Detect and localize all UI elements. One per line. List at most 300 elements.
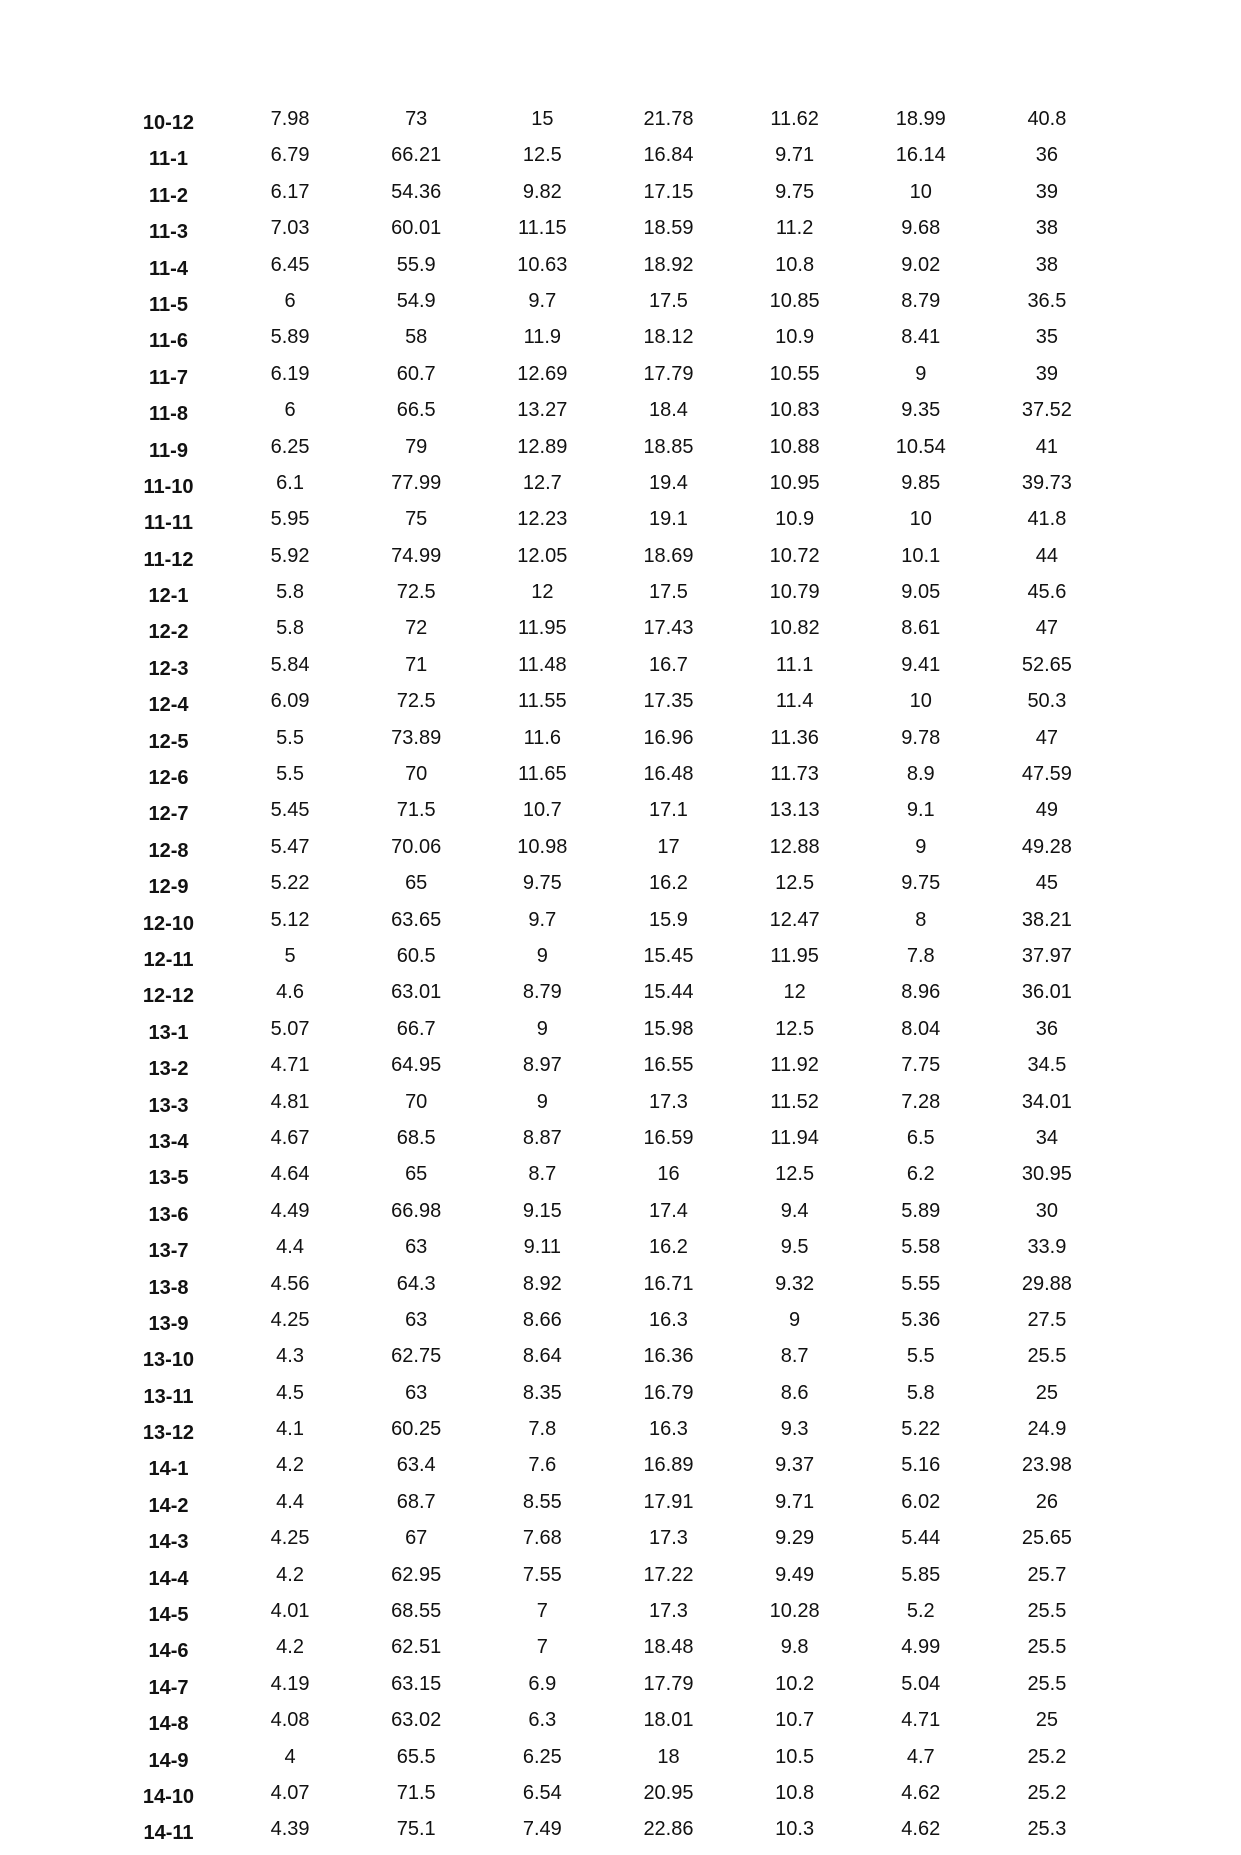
row-label: 14-8 [148, 1713, 189, 1736]
row-label: 11-12 [143, 548, 194, 571]
table-cell: 4.08 [270, 1709, 310, 1732]
table-cell: 35 [1035, 326, 1059, 349]
table-cell: 9.02 [901, 253, 941, 276]
table-row [110, 909, 1110, 945]
table-row [110, 1673, 1110, 1709]
table-cell: 18.4 [649, 399, 688, 422]
table-cell: 12.5 [522, 144, 562, 167]
table-cell: 18.12 [643, 326, 694, 349]
table-cell: 10.85 [769, 289, 820, 312]
table-cell: 20.95 [643, 1781, 694, 1804]
table-cell: 38.21 [1021, 908, 1072, 931]
row-label: 12-2 [148, 621, 189, 644]
table-cell: 10.28 [769, 1600, 820, 1623]
table-cell: 41.8 [1027, 508, 1067, 531]
table-cell: 18.48 [643, 1636, 694, 1659]
table-cell: 36.01 [1021, 981, 1072, 1004]
table-cell: 34.01 [1021, 1090, 1072, 1113]
row-label: 13-9 [148, 1312, 189, 1335]
table-cell: 17 [657, 835, 680, 858]
table-cell: 39.73 [1021, 471, 1072, 494]
table-cell: 12.23 [517, 508, 568, 531]
table-cell: 22.86 [643, 1818, 694, 1841]
table-cell: 71.5 [396, 1781, 436, 1804]
table-cell: 62.75 [391, 1345, 442, 1368]
table-cell: 5.47 [270, 835, 310, 858]
table-cell: 18.69 [643, 544, 694, 567]
table-cell: 66.21 [391, 144, 442, 167]
table-cell: 5.2 [906, 1600, 935, 1623]
table-cell: 10.82 [769, 617, 820, 640]
table-cell: 6.1 [276, 471, 304, 494]
row-label: 10-12 [142, 112, 195, 134]
table-cell: 10.79 [769, 581, 820, 604]
table-row [110, 1018, 1110, 1054]
table-row [110, 1746, 1110, 1782]
table-cell: 8.41 [901, 326, 941, 349]
table-cell: 5.85 [901, 1563, 941, 1586]
table-row [110, 654, 1110, 690]
table-cell: 4.2 [276, 1454, 304, 1477]
table-cell: 7.75 [901, 1054, 941, 1077]
table-cell: 16.84 [643, 144, 694, 167]
table-cell: 10.55 [769, 362, 820, 385]
table-cell: 10.9 [775, 508, 815, 531]
table-cell: 11.9 [523, 326, 562, 349]
table-cell: 58 [405, 326, 428, 349]
table-cell: 5.58 [901, 1236, 941, 1259]
table-cell: 8.66 [522, 1308, 562, 1331]
table-cell: 9.32 [775, 1272, 815, 1295]
table-cell: 10.7 [522, 799, 562, 822]
row-label: 13-10 [142, 1349, 195, 1372]
row-label: 13-2 [148, 1058, 189, 1081]
table-row [110, 727, 1110, 763]
table-cell: 25 [1035, 1381, 1059, 1404]
table-row [110, 1600, 1110, 1636]
table-row [110, 1418, 1110, 1454]
table-cell: 4.56 [270, 1272, 310, 1295]
table-cell: 4.25 [270, 1308, 310, 1331]
table-cell: 23.98 [1021, 1454, 1072, 1477]
table-cell: 12.7 [522, 471, 562, 494]
table-row [110, 472, 1110, 508]
table-row [110, 1818, 1110, 1854]
table-body [110, 108, 1110, 1855]
table-cell: 9.68 [901, 217, 941, 240]
table-cell: 75.1 [396, 1818, 436, 1841]
table-cell: 6.02 [901, 1490, 941, 1513]
table-cell: 6.9 [528, 1672, 557, 1695]
table-cell: 9.7 [528, 908, 557, 931]
table-row [110, 1636, 1110, 1672]
table-cell: 5 [284, 944, 296, 967]
table-cell: 73.89 [391, 726, 442, 749]
table-cell: 65.5 [396, 1745, 436, 1768]
table-row [110, 981, 1110, 1017]
table-cell: 18.99 [895, 108, 946, 130]
table-cell: 72.5 [396, 581, 436, 604]
table-cell: 18 [657, 1745, 680, 1768]
table-cell: 6.5 [906, 1126, 935, 1149]
table-cell: 64.3 [396, 1272, 436, 1295]
row-label: 11-11 [144, 512, 193, 535]
row-label: 13-11 [143, 1385, 194, 1408]
table-cell: 17.5 [649, 289, 688, 312]
table-row [110, 1236, 1110, 1272]
row-label: 12-5 [148, 730, 189, 753]
table-cell: 11.55 [518, 690, 567, 713]
table-cell: 5.16 [901, 1454, 941, 1477]
table-cell: 63.4 [396, 1454, 436, 1477]
table-cell: 9 [536, 1017, 548, 1040]
table-cell: 17.79 [643, 362, 694, 385]
table-cell: 4.64 [270, 1163, 310, 1186]
table-cell: 54.9 [396, 289, 436, 312]
table-cell: 66.7 [396, 1017, 436, 1040]
table-cell: 8.61 [901, 617, 941, 640]
table-cell: 16.79 [643, 1381, 694, 1404]
table-cell: 5.12 [270, 908, 310, 931]
table-cell: 4.71 [901, 1709, 941, 1732]
table-cell: 12.88 [769, 835, 820, 858]
table-cell: 5.8 [276, 581, 304, 604]
table-cell: 16.2 [649, 1236, 688, 1259]
table-cell: 11.73 [770, 763, 819, 786]
table-cell: 6.3 [528, 1709, 557, 1732]
table-row [110, 1454, 1110, 1490]
table-row [110, 326, 1110, 362]
table-cell: 39 [1035, 362, 1059, 385]
table-cell: 8 [915, 908, 927, 931]
table-cell: 5.89 [270, 326, 310, 349]
table-cell: 16.14 [895, 144, 946, 167]
table-cell: 8.35 [522, 1381, 562, 1404]
table-cell: 47 [1035, 726, 1059, 749]
table-cell: 8.79 [522, 981, 562, 1004]
row-label: 13-3 [148, 1094, 189, 1117]
table-cell: 25.5 [1027, 1345, 1067, 1368]
table-cell: 9.35 [901, 399, 941, 422]
table-cell: 17.43 [643, 617, 694, 640]
table-cell: 17.1 [649, 799, 688, 822]
table-cell: 71 [405, 653, 428, 676]
table-cell: 5.36 [901, 1308, 941, 1331]
table-cell: 10.5 [775, 1745, 815, 1768]
table-cell: 33.9 [1027, 1236, 1067, 1259]
table-cell: 5.5 [276, 763, 304, 786]
table-cell: 38 [1035, 253, 1059, 276]
table-cell: 11.62 [770, 108, 819, 130]
table-cell: 8.87 [522, 1126, 562, 1149]
table-cell: 73 [405, 108, 428, 130]
table-cell: 63.15 [391, 1672, 442, 1695]
table-cell: 8.7 [780, 1345, 809, 1368]
table-cell: 6 [284, 289, 296, 312]
table-cell: 17.3 [649, 1600, 688, 1623]
row-label: 11-10 [143, 475, 194, 498]
table-row [110, 1564, 1110, 1600]
table-cell: 10.7 [775, 1709, 815, 1732]
row-label: 13-1 [148, 1021, 189, 1044]
table-cell: 17.35 [643, 690, 694, 713]
table-cell: 5.22 [901, 1418, 941, 1441]
table-cell: 24.9 [1027, 1418, 1067, 1441]
table-cell: 10 [909, 508, 932, 531]
row-label: 11-7 [149, 366, 188, 389]
table-cell: 63 [405, 1308, 428, 1331]
table-cell: 16.71 [643, 1272, 694, 1295]
row-label: 11-2 [149, 184, 188, 207]
table-cell: 36.5 [1027, 289, 1067, 312]
table-cell: 5.04 [901, 1672, 941, 1695]
table-cell: 34 [1035, 1126, 1059, 1149]
table-cell: 25.2 [1027, 1781, 1067, 1804]
table-row [110, 763, 1110, 799]
table-cell: 19.4 [649, 471, 688, 494]
table-cell: 4.5 [276, 1381, 304, 1404]
table-cell: 5.5 [906, 1345, 935, 1368]
table-cell: 16.2 [649, 872, 688, 895]
table-row [110, 1345, 1110, 1381]
table-cell: 36 [1035, 1017, 1059, 1040]
table-cell: 64.95 [391, 1054, 442, 1077]
table-cell: 9 [915, 362, 927, 385]
table-cell: 66.5 [396, 399, 436, 422]
table-cell: 9.1 [906, 799, 935, 822]
table-cell: 16.7 [649, 653, 688, 676]
table-row [110, 108, 1110, 144]
table-cell: 9 [536, 944, 548, 967]
table-cell: 4.3 [276, 1345, 304, 1368]
table-cell: 9.82 [522, 180, 562, 203]
table-cell: 9.5 [780, 1236, 809, 1259]
table-cell: 10.2 [775, 1672, 815, 1695]
table-cell: 15.45 [643, 944, 694, 967]
table-cell: 44 [1035, 544, 1059, 567]
table-cell: 8.6 [780, 1381, 809, 1404]
table-cell: 8.64 [522, 1345, 562, 1368]
table-cell: 60.7 [396, 362, 436, 385]
table-row [110, 872, 1110, 908]
table-cell: 10.63 [517, 253, 568, 276]
table-cell: 12.89 [517, 435, 568, 458]
table-cell: 9.75 [522, 872, 562, 895]
table-cell: 16.96 [643, 726, 694, 749]
table-cell: 6.17 [270, 180, 310, 203]
table-cell: 11.36 [770, 726, 819, 749]
table-cell: 36 [1035, 144, 1059, 167]
table-cell: 26 [1035, 1490, 1059, 1513]
row-label: 14-1 [148, 1458, 189, 1481]
table-cell: 10 [909, 180, 932, 203]
table-cell: 63.65 [391, 908, 442, 931]
table-cell: 34.5 [1027, 1054, 1067, 1077]
table-cell: 16.48 [643, 763, 694, 786]
table-cell: 7.6 [528, 1454, 557, 1477]
row-label: 12-1 [148, 585, 189, 608]
row-label: 11-4 [149, 257, 188, 280]
table-cell: 47 [1035, 617, 1059, 640]
table-cell: 11.2 [775, 217, 814, 240]
table-cell: 65 [405, 1163, 428, 1186]
table-cell: 4.81 [270, 1090, 310, 1113]
table-cell: 9.49 [775, 1563, 815, 1586]
table-cell: 25.5 [1027, 1636, 1067, 1659]
table-cell: 10.72 [769, 544, 820, 567]
table-cell: 4.99 [901, 1636, 941, 1659]
table-cell: 4.39 [270, 1818, 310, 1841]
table-cell: 12 [783, 981, 806, 1004]
table-cell: 4.67 [270, 1126, 310, 1149]
table-cell: 63.02 [391, 1709, 442, 1732]
table-row [110, 1054, 1110, 1090]
row-label: 13-6 [148, 1203, 189, 1226]
spreadsheet-page [110, 108, 1110, 1855]
table-cell: 4.49 [270, 1199, 310, 1222]
table-cell: 7.49 [522, 1818, 562, 1841]
row-label: 13-5 [148, 1167, 189, 1190]
table-cell: 15 [531, 108, 554, 130]
table-cell: 60.5 [396, 944, 436, 967]
table-cell: 50.3 [1027, 690, 1067, 713]
table-cell: 4.6 [276, 981, 304, 1004]
table-cell: 27.5 [1027, 1308, 1067, 1331]
table-cell: 9.78 [901, 726, 941, 749]
table-cell: 72.5 [396, 690, 436, 713]
table-cell: 9.71 [775, 144, 815, 167]
table-cell: 47.59 [1021, 763, 1072, 786]
table-row [110, 508, 1110, 544]
table-cell: 41 [1035, 435, 1059, 458]
row-label: 11-8 [149, 403, 188, 426]
table-cell: 10.95 [769, 471, 820, 494]
table-cell: 9.41 [901, 653, 941, 676]
table-cell: 6.54 [522, 1781, 562, 1804]
table-cell: 16.3 [649, 1418, 688, 1441]
table-row [110, 1200, 1110, 1236]
row-label: 11-1 [149, 148, 188, 171]
table-cell: 45 [1035, 872, 1059, 895]
row-label: 12-11 [143, 948, 194, 971]
table-cell: 17.4 [649, 1199, 688, 1222]
row-label: 13-12 [142, 1422, 195, 1445]
table-cell: 5.45 [270, 799, 310, 822]
table-cell: 11.6 [523, 726, 562, 749]
table-cell: 17.79 [643, 1672, 694, 1695]
table-row [110, 1527, 1110, 1563]
table-cell: 68.5 [396, 1126, 436, 1149]
table-cell: 6.25 [270, 435, 310, 458]
row-label: 12-6 [148, 767, 189, 790]
table-cell: 71.5 [396, 799, 436, 822]
table-cell: 10.9 [775, 326, 815, 349]
table-cell: 63 [405, 1236, 428, 1259]
row-label: 12-9 [148, 876, 189, 899]
table-cell: 4.1 [276, 1418, 304, 1441]
table-cell: 4.25 [270, 1527, 310, 1550]
table-cell: 25.7 [1027, 1563, 1067, 1586]
table-cell: 30 [1035, 1199, 1059, 1222]
table-row [110, 690, 1110, 726]
table-cell: 66.98 [391, 1199, 442, 1222]
table-cell: 6.2 [906, 1163, 935, 1186]
table-cell: 7.55 [522, 1563, 562, 1586]
table-cell: 6.79 [270, 144, 310, 167]
table-row [110, 1709, 1110, 1745]
table-cell: 7.03 [270, 217, 310, 240]
table-cell: 16.36 [643, 1345, 694, 1368]
table-cell: 9.3 [780, 1418, 809, 1441]
table-cell: 9.71 [775, 1490, 815, 1513]
table-cell: 10 [909, 690, 932, 713]
table-cell: 72 [405, 617, 428, 640]
table-cell: 12.05 [517, 544, 568, 567]
table-cell: 5.5 [276, 726, 304, 749]
table-cell: 7 [536, 1600, 548, 1623]
table-cell: 17.5 [649, 581, 688, 604]
table-cell: 70 [405, 763, 428, 786]
table-cell: 70 [405, 1090, 428, 1113]
table-cell: 4.4 [276, 1490, 304, 1513]
table-cell: 4.4 [276, 1236, 304, 1259]
table-cell: 5.44 [901, 1527, 941, 1550]
table-cell: 10.8 [775, 1781, 815, 1804]
table-cell: 5.8 [906, 1381, 935, 1404]
table-row [110, 617, 1110, 653]
table-row [110, 1091, 1110, 1127]
row-label: 14-6 [148, 1640, 189, 1663]
table-cell: 55.9 [396, 253, 436, 276]
table-cell: 5.55 [901, 1272, 941, 1295]
table-cell: 62.95 [391, 1563, 442, 1586]
table-cell: 11.92 [770, 1054, 819, 1077]
table-row [110, 144, 1110, 180]
table-cell: 6.25 [522, 1745, 562, 1768]
table-cell: 11.95 [770, 944, 819, 967]
table-cell: 9 [915, 835, 927, 858]
table-cell: 37.52 [1021, 399, 1072, 422]
row-label: 12-8 [148, 839, 189, 862]
row-label: 11-9 [149, 439, 188, 462]
table-cell: 5.84 [270, 653, 310, 676]
row-label: 14-2 [148, 1494, 189, 1517]
table-cell: 9 [536, 1090, 548, 1113]
table-row [110, 581, 1110, 617]
table-cell: 18.92 [643, 253, 694, 276]
table-cell: 4.62 [901, 1781, 941, 1804]
table-cell: 68.55 [391, 1600, 442, 1623]
table-cell: 49 [1035, 799, 1059, 822]
table-row [110, 1163, 1110, 1199]
table-cell: 9.05 [901, 581, 941, 604]
table-cell: 17.91 [643, 1490, 694, 1513]
table-cell: 11.15 [518, 217, 567, 240]
table-cell: 65 [405, 872, 428, 895]
table-row [110, 1382, 1110, 1418]
table-row [110, 945, 1110, 981]
table-cell: 18.59 [643, 217, 694, 240]
table-cell: 60.01 [391, 217, 442, 240]
table-cell: 16 [657, 1163, 680, 1186]
table-cell: 11.4 [775, 690, 814, 713]
table-cell: 11.65 [518, 763, 567, 786]
table-row [110, 1782, 1110, 1818]
table-cell: 16.59 [643, 1126, 694, 1149]
table-cell: 12.5 [775, 872, 815, 895]
table-cell: 15.44 [643, 981, 694, 1004]
table-row [110, 399, 1110, 435]
